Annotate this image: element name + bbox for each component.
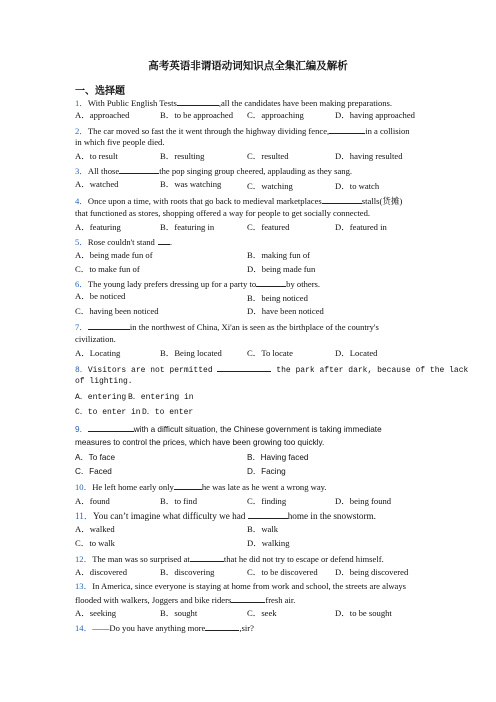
page-title: 高考英语非谓语动词知识点全集汇编及解析	[148, 61, 348, 72]
question-9: 9． with a difficult situation, the Chinese government is taking immediate	[75, 425, 382, 434]
option[interactable]: A．featuring	[75, 222, 121, 232]
question-8-cont: of lighting.	[75, 377, 133, 386]
question-14: 14．——Do you have anything more ,sir?	[75, 623, 254, 633]
question-number: 11．	[75, 511, 94, 521]
answer-blank[interactable]	[88, 423, 134, 432]
option[interactable]: C．to walk	[75, 538, 115, 548]
question-13: 13．In America, since everyone is staying at home from work and school, the streets are always	[75, 581, 407, 591]
option[interactable]: C．to enter in	[75, 408, 141, 417]
option[interactable]: A．seeking	[75, 608, 117, 618]
option[interactable]: B．making fun of	[247, 250, 311, 260]
option[interactable]: C．approaching	[247, 110, 304, 120]
option[interactable]: A．be noticed	[75, 291, 126, 301]
option[interactable]: D．walking	[247, 538, 290, 548]
option[interactable]: B．being noticed	[247, 293, 308, 303]
question-number: 14．	[75, 623, 93, 633]
question-number: 1．	[75, 98, 88, 108]
question-number: 8．	[75, 366, 88, 375]
question-number: 9．	[75, 425, 88, 434]
question-2-cont: in which five people died.	[75, 137, 165, 147]
option[interactable]: B．was watching	[160, 179, 222, 189]
option[interactable]: A．being made fun of	[75, 250, 153, 260]
question-2: 2．The car moved so fast the it went through the highway dividing fence, in a collision	[75, 126, 410, 136]
answer-blank[interactable]	[119, 165, 159, 174]
question-7-cont: civilization.	[75, 334, 116, 344]
question-8: 8．Visitors are not permitted the park after dark, because of the lack	[75, 363, 468, 376]
option[interactable]: D．being found	[335, 496, 392, 506]
question-number: 5．	[75, 237, 88, 247]
answer-blank[interactable]	[322, 195, 362, 204]
question-9-cont: measures to control the prices, which have been growing too quickly.	[75, 438, 325, 447]
answer-blank[interactable]	[174, 481, 202, 490]
option[interactable]: A．To face	[75, 453, 116, 462]
question-4: 4．Once upon a time, with roots that go back to medieval marketplaces stalls(货摊)	[75, 196, 403, 206]
option[interactable]: D．Facing	[247, 467, 286, 476]
answer-blank[interactable]	[158, 236, 170, 245]
option[interactable]: B．to find	[160, 496, 198, 506]
option[interactable]: A．entering	[75, 393, 127, 402]
option[interactable]: A．watched	[75, 179, 119, 189]
option[interactable]: A．discovered	[75, 567, 128, 577]
option[interactable]: D．to watch	[335, 181, 380, 191]
question-13-cont: flooded with walkers, Joggers and bike riders fresh air.	[75, 595, 296, 605]
option[interactable]: B．featuring in	[160, 222, 215, 232]
question-number: 7．	[75, 322, 88, 332]
question-number: 10．	[75, 482, 93, 492]
option[interactable]: C．to make fun of	[75, 264, 140, 274]
option[interactable]: B．sought	[160, 608, 198, 618]
option[interactable]: A．walked	[75, 524, 115, 534]
option[interactable]: B．Being located	[160, 348, 222, 358]
option[interactable]: D．having resulted	[335, 151, 403, 161]
option[interactable]: C．having been noticed	[75, 306, 159, 316]
option[interactable]: D．featured in	[335, 222, 387, 232]
option[interactable]: D．to enter	[142, 408, 194, 417]
answer-blank[interactable]	[217, 363, 271, 372]
option[interactable]: D．having approached	[335, 110, 415, 120]
question-3: 3．All those the pop singing group cheered, applauding as they sang.	[75, 166, 353, 176]
option[interactable]: C．watching	[247, 181, 293, 191]
answer-blank[interactable]	[256, 278, 286, 287]
option[interactable]: C．finding	[247, 496, 287, 506]
option[interactable]: D．Located	[335, 348, 378, 358]
question-number: 6．	[75, 279, 88, 289]
question-4-cont: that functioned as stores, shopping offered a way for people to get socially connected.	[75, 208, 371, 218]
question-number: 3．	[75, 166, 88, 176]
option[interactable]: B．walk	[247, 524, 279, 534]
option[interactable]: B．to be approached	[160, 110, 234, 120]
answer-blank[interactable]	[231, 594, 265, 603]
option[interactable]: D．being made fun	[247, 264, 316, 274]
question-number: 2．	[75, 126, 88, 136]
option[interactable]: A．found	[75, 496, 110, 506]
question-11: 11．You can’t imagine what difficulty we had home in the snowstorm.	[75, 511, 376, 521]
question-number: 12．	[75, 554, 93, 564]
option[interactable]: D．have been noticed	[247, 306, 324, 316]
option[interactable]: B．Having faced	[247, 453, 309, 462]
answer-blank[interactable]	[177, 97, 219, 106]
question-number: 13．	[75, 581, 93, 591]
answer-blank[interactable]	[248, 510, 288, 519]
option[interactable]: C．To locate	[247, 348, 293, 358]
question-12: 12．The man was so surprised at that he did not try to escape or defend himself.	[75, 554, 384, 564]
question-number: 4．	[75, 196, 88, 206]
option[interactable]: D．being discovered	[335, 567, 409, 577]
option[interactable]: B．discovering	[160, 567, 215, 577]
option[interactable]: B．resulting	[160, 151, 205, 161]
option[interactable]: C．seek	[247, 608, 277, 618]
question-1: 1．With Public English Tests ,all the candidates have been making preparations.	[75, 98, 393, 108]
option[interactable]: C．featured	[247, 222, 290, 232]
option[interactable]: A．approached	[75, 110, 130, 120]
option[interactable]: C．to be discovered	[247, 567, 318, 577]
question-6: 6．The young lady prefers dressing up for a party to by others.	[75, 279, 321, 289]
option[interactable]: A．to result	[75, 151, 118, 161]
answer-blank[interactable]	[329, 125, 365, 134]
option[interactable]: C．resulted	[247, 151, 289, 161]
question-10: 10．He left home early only he was late as he went a wrong way.	[75, 482, 327, 492]
option[interactable]: C．Faced	[75, 467, 112, 476]
answer-blank[interactable]	[205, 622, 239, 631]
question-5: 5．Rose couldn't stand .	[75, 237, 173, 247]
section-heading: 一、选择题	[75, 86, 125, 97]
option[interactable]: B．entering in	[128, 393, 194, 402]
question-7: 7． in the northwest of China, Xi'an is seen as the birthplace of the country's	[75, 322, 379, 332]
answer-blank[interactable]	[190, 553, 224, 562]
answer-blank[interactable]	[88, 321, 130, 330]
option[interactable]: D．to be sought	[335, 608, 392, 618]
option[interactable]: A．Locating	[75, 348, 121, 358]
